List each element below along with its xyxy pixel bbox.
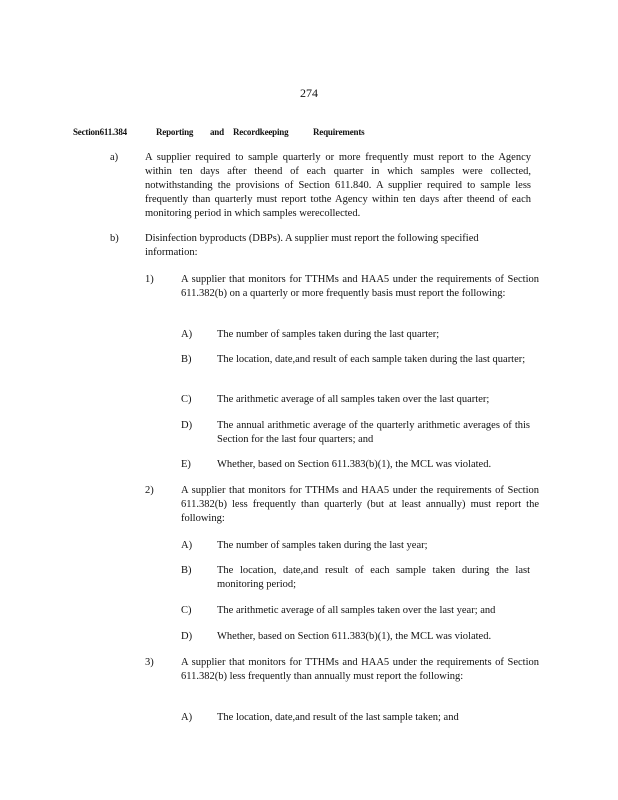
item-label-3: 3) (145, 657, 154, 668)
subsection-a-text: A supplier required to sample quarterly or more frequently must report to the Agency within ten days after theend of each quarter in which samples were collected, notwithstanding the provisions of Section 611.840. A supplier required to sample less frequently than quarterly must report tothe Agency within ten days after theend of each monitoring period in which samples werecollected. (145, 152, 531, 219)
sub-item-text: The location, date,and result of each sample taken during the last monitoring period; (217, 565, 530, 590)
subsection-label-b: b) (110, 233, 119, 244)
sub-item-text: The location, date,and result of the last sample taken; and (217, 712, 459, 723)
sub-item-label: C) (181, 394, 192, 405)
sub-item-text: The arithmetic average of all samples taken over the last quarter; (217, 394, 490, 405)
section-title-word: Reporting (156, 127, 194, 137)
sub-item-text: The number of samples taken during the last year; (217, 540, 428, 551)
sub-item-label: D) (181, 420, 193, 431)
sub-item-text: The location, date,and result of each sample taken during the last quarter; (217, 354, 526, 365)
sub-item-label: A) (181, 540, 193, 551)
sub-item-text: Whether, based on Section 611.383(b)(1), the MCL was violated. (217, 631, 492, 642)
section-number: Section611.384 (73, 127, 127, 137)
sub-item-text: The arithmetic average of all samples taken over the last year; and (217, 605, 496, 616)
sub-item-text: The number of samples taken during the last quarter; (217, 329, 440, 340)
item-label-1: 1) (145, 274, 154, 285)
sub-item-text: The annual arithmetic average of the quarterly arithmetic averages of this Section for the last four quarters; and (217, 420, 530, 445)
sub-item-label: B) (181, 565, 192, 576)
sub-item-label: D) (181, 631, 193, 642)
section-title-word: Requirements (313, 127, 365, 137)
sub-item-label: B) (181, 354, 192, 365)
sub-item-label: A) (181, 712, 193, 723)
item-label-2: 2) (145, 485, 154, 496)
sub-item-label: C) (181, 605, 192, 616)
page-number: 274 (300, 86, 318, 100)
item-1-text: A supplier that monitors for TTHMs and HAA5 under the requirements of Section 611.382(b) on a quarterly or more frequently basis must report the following: (181, 274, 539, 299)
sub-item-text: Whether, based on Section 611.383(b)(1), the MCL was violated. (217, 459, 492, 470)
subsection-b-text: Disinfection byproducts (DBPs). A supplier must report the following specified information: (145, 233, 479, 258)
item-2-text: A supplier that monitors for TTHMs and HAA5 under the requirements of Section 611.382(b) less frequently than quarterly (but at least annually) must report the following: (181, 485, 539, 524)
item-3-text: A supplier that monitors for TTHMs and HAA5 under the requirements of Section 611.382(b) less frequently than annually must report the following: (181, 657, 539, 682)
section-title-word: and (210, 127, 224, 137)
sub-item-label: A) (181, 329, 193, 340)
sub-item-label: E) (181, 459, 191, 470)
subsection-label-a: a) (110, 152, 119, 163)
section-title-word: Recordkeeping (233, 127, 289, 137)
